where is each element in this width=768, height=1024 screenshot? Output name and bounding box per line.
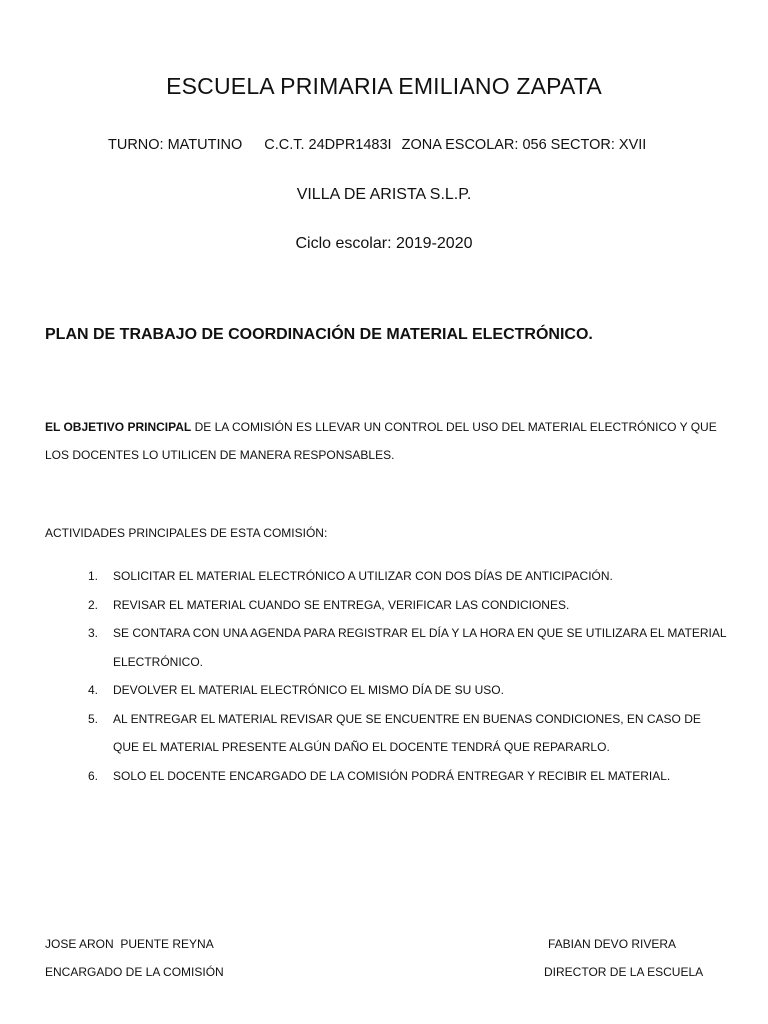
school-info-line — [108, 137, 646, 153]
signature-right-name: FABIAN DEVO RIVERA — [548, 937, 677, 951]
school-name: ESCUELA PRIMARIA EMILIANO ZAPATA — [166, 73, 602, 99]
activity-number: 6. — [88, 768, 99, 783]
activities-list — [88, 562, 728, 790]
signature-left-name: JOSE ARON PUENTE REYNA — [45, 937, 214, 951]
activity-number: 4. — [88, 683, 99, 697]
cct-label: C.C.T. 24DPR1483I — [264, 137, 392, 153]
activity-text: REVISAR EL MATERIAL CUANDO SE ENTREGA, VERIFICAR LAS CONDICIONES. — [113, 597, 570, 612]
plan-title: PLAN DE TRABAJO DE COORDINACIÓN DE MATERIAL ELECTRÓNICO. — [45, 326, 593, 343]
activity-text: DEVOLVER EL MATERIAL ELECTRÓNICO EL MISMO DÍA DE SU USO. — [113, 683, 504, 697]
activity-item — [88, 705, 728, 762]
signature-left — [45, 930, 224, 986]
activity-number: 1. — [88, 569, 99, 583]
activity-text: SOLICITAR EL MATERIAL ELECTRÓNICO A UTILIZAR CON DOS DÍAS DE ANTICIPACIÓN. — [113, 569, 613, 583]
activity-item — [88, 562, 728, 591]
zone-sector-label: ZONA ESCOLAR: 056 SECTOR: XVII — [401, 137, 647, 153]
objective-paragraph — [45, 413, 725, 469]
activity-item — [88, 762, 728, 791]
location: VILLA DE ARISTA S.L.P. — [296, 186, 472, 203]
activity-item — [88, 676, 728, 705]
signature-left-role: ENCARGADO DE LA COMISIÓN — [45, 965, 224, 979]
activity-text: AL ENTREGAR EL MATERIAL REVISAR QUE SE ENCUENTRE EN BUENAS CONDICIONES, EN CASO DE QUE EL MATERIAL PRESENTE ALGÚN DAÑO EL DOCENTE TENDRÁ QUE REPARARLO. — [113, 711, 701, 754]
shift-label: TURNO: MATUTINO — [108, 137, 243, 153]
signature-right — [544, 930, 703, 986]
activity-number: 3. — [88, 626, 99, 640]
activity-text: SE CONTARA CON UNA AGENDA PARA REGISTRAR EL DÍA Y LA HORA EN QUE SE UTILIZARA EL MATERIAL ELECTRÓNICO. — [113, 626, 727, 669]
activities-heading: ACTIVIDADES PRINCIPALES DE ESTA COMISIÓN: — [45, 526, 328, 540]
activity-text: SOLO EL DOCENTE ENCARGADO DE LA COMISIÓN PODRÁ ENTREGAR Y RECIBIR EL MATERIAL. — [113, 768, 671, 783]
school-year: Ciclo escolar: 2019-2020 — [295, 235, 473, 252]
signature-right-role: DIRECTOR DE LA ESCUELA — [544, 965, 704, 979]
activity-number: 2. — [88, 597, 99, 612]
objective-text: DE LA COMISIÓN ES LLEVAR UN CONTROL DEL USO DEL MATERIAL ELECTRÓNICO Y QUE LOS DOCENTES LO UTILICEN DE MANERA RESPONSABLES. — [45, 420, 717, 462]
objective-label: EL OBJETIVO PRINCIPAL — [45, 420, 192, 434]
activity-item — [88, 619, 728, 676]
activity-item — [88, 591, 728, 620]
activity-number: 5. — [88, 711, 99, 726]
